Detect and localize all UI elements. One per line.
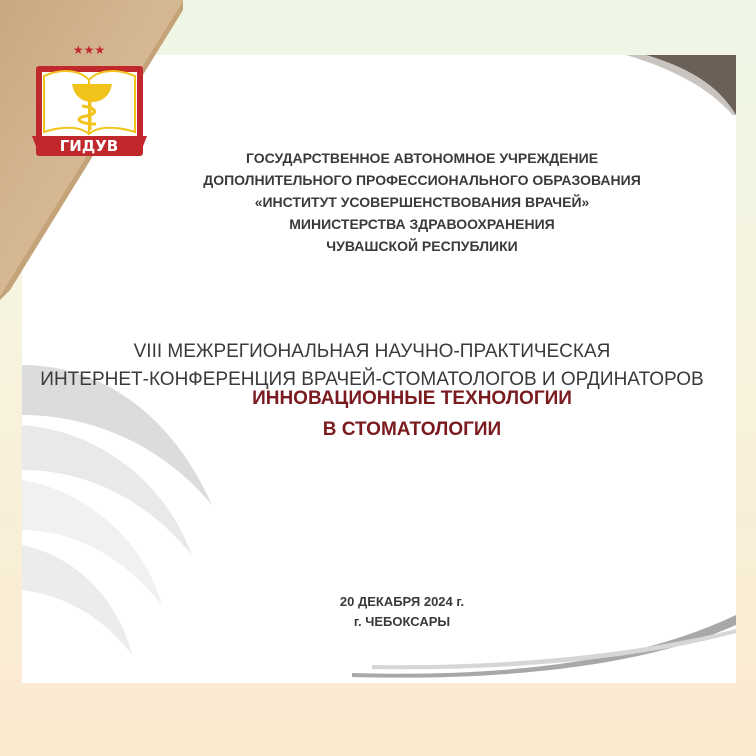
conference-line: ИНТЕРНЕТ-КОНФЕРЕНЦИЯ ВРАЧЕЙ-СТОМАТОЛОГОВ И ОРДИНАТОРОВ [40, 369, 704, 390]
org-line: МИНИСТЕРСТВА ЗДРАВООХРАНЕНИЯ [289, 216, 555, 232]
event-info [302, 592, 502, 632]
logo-text: ГИДУВ [59, 137, 119, 155]
topic-title [152, 383, 672, 445]
logo-stars: ★★★ [72, 43, 106, 57]
org-line: ДОПОЛНИТЕЛЬНОГО ПРОФЕССИОНАЛЬНОГО ОБРАЗОВАНИЯ [203, 172, 641, 188]
event-date: 20 ДЕКАБРЯ 2024 г. [339, 594, 465, 609]
topic-line: В СТОМАТОЛОГИИ [322, 419, 502, 440]
event-city: г. ЧЕБОКСАРЫ [353, 614, 451, 629]
org-line: ГОСУДАРСТВЕННОЕ АВТОНОМНОЕ УЧРЕЖДЕНИЕ [245, 150, 599, 166]
org-line: ЧУВАШСКОЙ РЕСПУБЛИКИ [326, 238, 518, 254]
gidu-logo [22, 40, 157, 162]
corner-decoration [626, 55, 736, 115]
organization-name [172, 147, 672, 257]
conference-line: VIII МЕЖРЕГИОНАЛЬНАЯ НАУЧНО-ПРАКТИЧЕСКАЯ [133, 341, 611, 362]
org-line: «ИНСТИТУТ УСОВЕРШЕНСТВОВАНИЯ ВРАЧЕЙ» [254, 194, 590, 210]
topic-line: ИННОВАЦИОННЫЕ ТЕХНОЛОГИИ [252, 388, 572, 409]
